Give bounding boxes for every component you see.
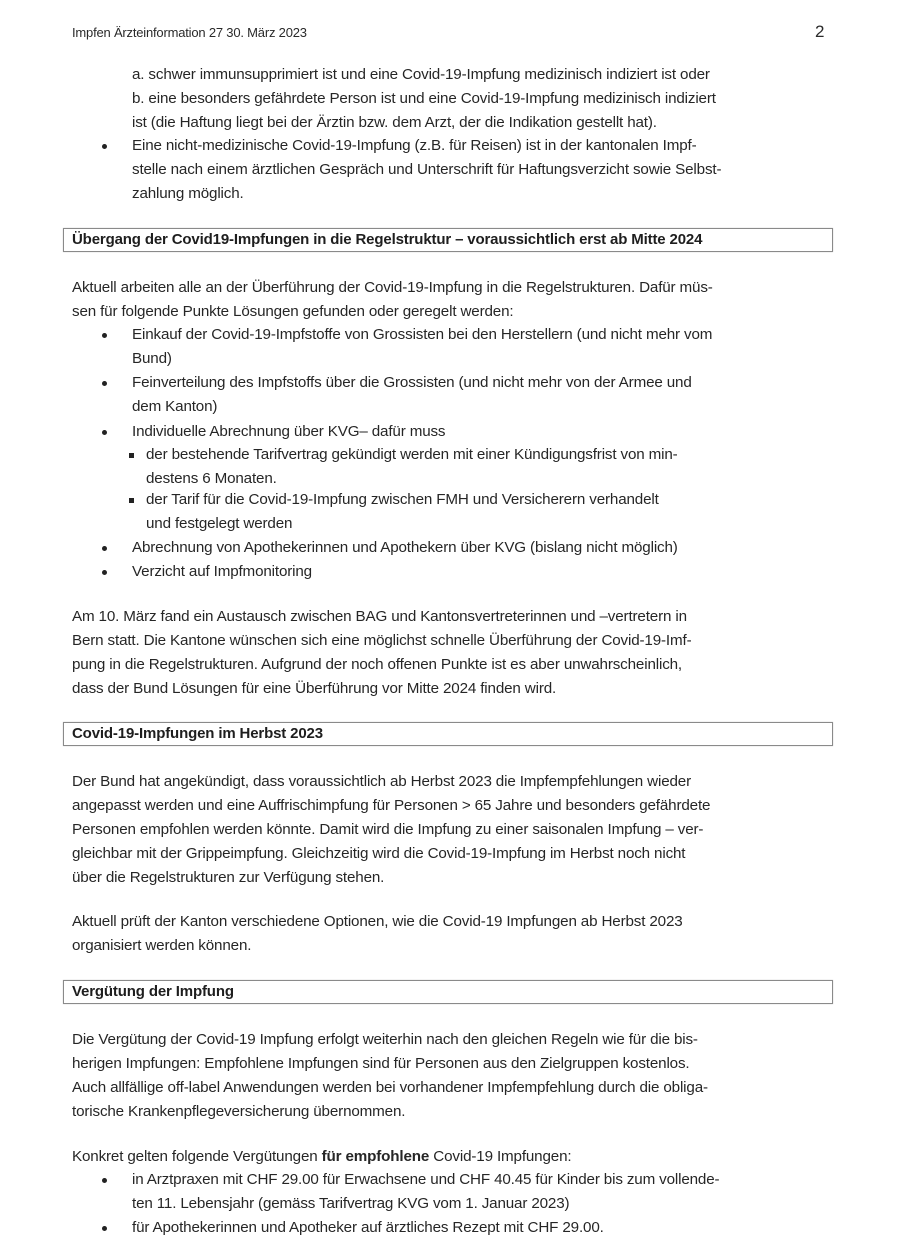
list-item: für Apothekerinnen und Apotheker auf ärztliches Rezept mit CHF 29.00.	[132, 1219, 604, 1236]
sub-item-a: a. schwer immunsupprimiert ist und eine Covid-19-Impfung medizinisch indiziert ist oder	[132, 66, 710, 83]
paragraph-line: gleichbar mit der Grippeimpfung. Gleichzeitig wird die Covid-19-Impfung im Herbst noch nicht	[72, 845, 686, 862]
sub-list-item: der Tarif für die Covid-19-Impfung zwischen FMH und Versicherern verhandelt	[146, 491, 659, 508]
bullet-icon	[102, 546, 107, 551]
paragraph-line: herigen Impfungen: Empfohlene Impfungen sind für Personen aus den Zielgruppen kostenlos.	[72, 1055, 690, 1072]
paragraph-line: organisiert werden können.	[72, 937, 252, 954]
paragraph-line: dass der Bund Lösungen für eine Überführung vor Mitte 2024 finden wird.	[72, 680, 557, 697]
list-item: in Arztpraxen mit CHF 29.00 für Erwachsene und CHF 40.45 für Kinder bis zum vollende-	[132, 1171, 720, 1188]
page-number: 2	[815, 22, 825, 41]
sub-list-item-cont: destens 6 Monaten.	[146, 470, 277, 487]
bullet-icon	[102, 570, 107, 575]
paragraph-line: torische Krankenpflegeversicherung übernommen.	[72, 1103, 406, 1120]
paragraph-line: Am 10. März fand ein Austausch zwischen BAG und Kantonsvertreterinnen und –vertretern in	[72, 608, 687, 625]
sub-item-b: b. eine besonders gefährdete Person ist und eine Covid-19-Impfung medizinisch indiziert	[132, 90, 716, 107]
square-bullet-icon	[129, 453, 134, 458]
paragraph-line: pung in die Regelstrukturen. Aufgrund der noch offenen Punkte ist es aber unwahrscheinlich,	[72, 656, 683, 673]
section-heading: Covid-19-Impfungen im Herbst 2023	[72, 725, 323, 742]
intro-bullet-line: zahlung möglich.	[132, 185, 244, 202]
square-bullet-icon	[129, 498, 134, 503]
sub-list-item-cont: und festgelegt werden	[146, 515, 293, 532]
paragraph-line: Bern statt. Die Kantone wünschen sich eine möglichst schnelle Überführung der Covid-19-Imf-	[72, 632, 692, 649]
bullet-icon	[102, 1178, 107, 1183]
paragraph-line: Aktuell prüft der Kanton verschiedene Optionen, wie die Covid-19 Impfungen ab Herbst 2023	[72, 913, 683, 930]
list-item-cont: Bund)	[132, 350, 172, 367]
text-run: Covid-19 Impfungen:	[429, 1148, 572, 1165]
paragraph-line	[72, 1146, 571, 1167]
list-item: Einkauf der Covid-19-Impfstoffe von Grossisten bei den Herstellern (und nicht mehr vom	[132, 326, 713, 343]
intro-bullet-line: stelle nach einem ärztlichen Gespräch und Unterschrift für Haftungsverzicht sowie Selbst-	[132, 161, 722, 178]
bullet-icon	[102, 333, 107, 338]
bold-text-run: für empfohlene	[321, 1148, 430, 1165]
bullet-icon	[102, 430, 107, 435]
list-item: Verzicht auf Impfmonitoring	[132, 563, 312, 580]
paragraph-line: Personen empfohlen werden könnte. Damit wird die Impfung zu einer saisonalen Impfung – ver-	[72, 821, 704, 838]
paragraph-line: sen für folgende Punkte Lösungen gefunden oder geregelt werden:	[72, 303, 514, 320]
bullet-icon	[102, 144, 107, 149]
section-heading-box	[63, 722, 833, 746]
list-item: Feinverteilung des Impfstoffs über die Grossisten (und nicht mehr von der Armee und	[132, 374, 692, 391]
paragraph-line: Der Bund hat angekündigt, dass voraussichtlich ab Herbst 2023 die Impfempfehlungen wieder	[72, 773, 692, 790]
section-heading-box	[63, 228, 833, 252]
paragraph-line: angepasst werden und eine Auffrischimpfung für Personen > 65 Jahre und besonders gefährdete	[72, 797, 711, 814]
intro-bullet-line: Eine nicht-medizinische Covid-19-Impfung (z.B. für Reisen) ist in der kantonalen Impf-	[132, 137, 697, 154]
list-item-cont: ten 11. Lebensjahr (gemäss Tarifvertrag KVG vom 1. Januar 2023)	[132, 1195, 570, 1212]
section-heading-box	[63, 980, 833, 1004]
bullet-icon	[102, 1226, 107, 1231]
sub-item-b-cont: ist (die Haftung liegt bei der Ärztin bzw. dem Arzt, der die Indikation gestellt hat).	[132, 114, 657, 131]
section-heading: Vergütung der Impfung	[72, 983, 234, 1000]
section-heading: Übergang der Covid19-Impfungen in die Regelstruktur – voraussichtlich erst ab Mitte 2024	[72, 231, 703, 248]
list-item: Abrechnung von Apothekerinnen und Apothekern über KVG (bislang nicht möglich)	[132, 539, 678, 556]
running-header-title: Impfen Ärzteinformation 27 30. März 2023	[72, 25, 307, 40]
text-run: Konkret gelten folgende Vergütungen	[72, 1148, 322, 1165]
paragraph-line: Aktuell arbeiten alle an der Überführung der Covid-19-Impfung in die Regelstrukturen. Dafür müs-	[72, 279, 713, 296]
sub-list-item: der bestehende Tarifvertrag gekündigt werden mit einer Kündigungsfrist von min-	[146, 446, 678, 463]
bullet-icon	[102, 381, 107, 386]
paragraph-line: über die Regelstrukturen zur Verfügung stehen.	[72, 869, 385, 886]
list-item: Individuelle Abrechnung über KVG– dafür muss	[132, 423, 446, 440]
paragraph-line: Auch allfällige off-label Anwendungen werden bei vorhandener Impfempfehlung durch die obliga-	[72, 1079, 708, 1096]
list-item-cont: dem Kanton)	[132, 398, 218, 415]
paragraph-line: Die Vergütung der Covid-19 Impfung erfolgt weiterhin nach den gleichen Regeln wie für die bis-	[72, 1031, 698, 1048]
